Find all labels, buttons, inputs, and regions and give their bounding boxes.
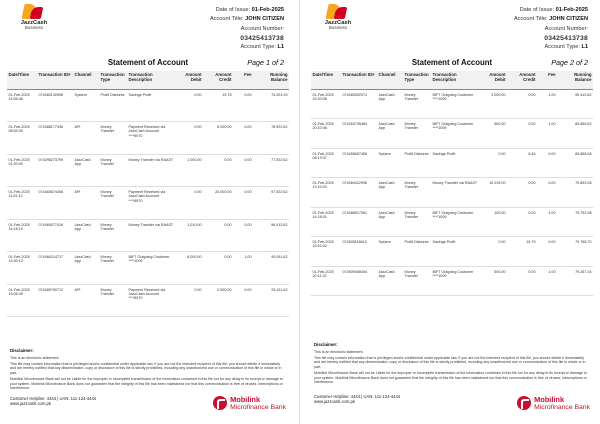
cell-amount-debit: 0.00 [479, 237, 507, 267]
cell-channel: API [73, 187, 99, 220]
cell-channel: JazzCash App [377, 178, 403, 208]
cell-channel: System [377, 237, 403, 267]
column-header-transaction-id: Transaction ID# [341, 71, 377, 89]
cell-running-balance: 90,911.62 [253, 252, 289, 285]
mobilink-bank-icon [517, 396, 531, 410]
cell-amount-debit: 1,000.00 [175, 154, 203, 187]
cell-amount-credit: 0.00 [507, 89, 537, 119]
cell-transaction-type: Money Transfer [99, 219, 127, 252]
cell-transaction-id: 074484214717 [37, 252, 73, 285]
column-header-date-time: Date/Time [311, 71, 341, 89]
bank-logo [517, 396, 590, 411]
column-header-amount-credit: Amount Credit [507, 71, 537, 89]
statement-title: Statement of Account [411, 58, 493, 67]
website-link[interactable]: www.jazzcash.com.pk [10, 401, 51, 407]
cell-amount-debit: 0.00 [479, 148, 507, 178]
cell-channel: API [73, 284, 99, 317]
helpline: Customer Helpline: 4444 | UAN: 111-124-4444 [10, 396, 97, 401]
disclaimer [314, 342, 590, 387]
cell-amount-debit: 0.00 [175, 89, 203, 122]
cell-amount-debit: 3,000.00 [479, 89, 507, 119]
cell-transaction-type: Money Transfer [403, 266, 431, 296]
cell-running-balance: 77,922.62 [253, 154, 289, 187]
jazzcash-logo [318, 4, 358, 31]
cell-description: Money Transfer via RAAST [127, 219, 175, 252]
cell-description: Payment Received via JazzCash Account ****8970 [127, 284, 175, 317]
cell-fee: 0.00 [537, 237, 557, 267]
statement-page-2 [306, 0, 598, 424]
cell-transaction-id: 074489790712 [37, 284, 73, 317]
cell-amount-debit: 0.00 [175, 187, 203, 220]
cell-fee: 0.00 [233, 89, 253, 122]
cell-transaction-type: Money Transfer [99, 252, 127, 285]
column-header-description: Transaction Description [431, 71, 479, 89]
logo-name: JazzCash [324, 20, 352, 26]
disclaimer [10, 348, 286, 393]
cell-date-time: 01-Feb-2025 20:11:22 [311, 266, 341, 296]
cell-amount-credit: 0.00 [203, 154, 233, 187]
cell-fee: 0.00 [233, 122, 253, 155]
column-header-fee: Fee [233, 71, 253, 89]
cell-transaction-id: 074509458454 [341, 266, 377, 296]
cell-amount-credit: 0.00 [203, 219, 233, 252]
cell-amount-debit: 550.00 [479, 119, 507, 149]
column-header-amount-debit: Amount Debit [175, 71, 203, 89]
cell-date-time: 01-Feb-2025 01:20:09 [7, 154, 37, 187]
cell-amount-debit: 500.00 [479, 266, 507, 296]
table-row [311, 89, 593, 119]
cell-date-time: 01-Feb-2025 08:54:05 [7, 122, 37, 155]
column-header-transaction-id: Transaction ID# [37, 71, 73, 89]
page-number: Page 1 of 2 [247, 58, 284, 67]
cell-amount-credit: 8.46 [507, 148, 537, 178]
cell-channel: System [377, 148, 403, 178]
website-link[interactable]: www.jazzcash.com.pk [314, 399, 355, 405]
cell-fee: 1.00 [537, 266, 557, 296]
table-body [7, 89, 289, 317]
table-row [311, 237, 593, 267]
cell-transaction-type: Money Transfer [403, 89, 431, 119]
cell-transaction-id: 074483140998 [37, 89, 73, 122]
cell-channel: JazzCash App [73, 219, 99, 252]
cell-date-time: 01-Feb-2025 15:06:49 [7, 284, 37, 317]
logo-sub: Business [24, 25, 44, 31]
disclaimer-text-2: This file may contain information that is privileged and/or confidential under applicable law. If you are not the intended recipient of this file, you should delete it immediately and are hereby notified that any dissemination, copy or disclosure of this file is strictly prohibited, including any unauthorized use or communication of this file in whole or in part. [314, 355, 586, 369]
cell-running-balance: 74,924.93 [253, 89, 289, 122]
bank-logo [213, 396, 286, 411]
cell-amount-credit: 0.00 [507, 119, 537, 149]
table-body [311, 89, 593, 296]
cell-description: Money Transfer via RAAST [127, 154, 175, 187]
table-row [311, 148, 593, 178]
cell-channel: JazzCash App [377, 266, 403, 296]
cell-channel: JazzCash App [377, 89, 403, 119]
cell-fee: 0.00 [537, 178, 557, 208]
cell-date-time: 01-Feb-2025 11:51:12 [7, 187, 37, 220]
cell-transaction-id: 074483092074 [341, 89, 377, 119]
cell-fee: 0.00 [537, 148, 557, 178]
cell-transaction-type: Profit Disburse [403, 148, 431, 178]
cell-running-balance: 93,411.62 [253, 284, 289, 317]
cell-description: Payment Received via JazzCash Account ****8970 [127, 187, 175, 220]
cell-channel: JazzCash App [377, 119, 403, 149]
table-row [7, 219, 289, 252]
cell-transaction-id: 074505116610 [341, 237, 377, 267]
cell-amount-credit: 6,000.00 [203, 122, 233, 155]
logo-sub: Business [328, 25, 348, 31]
cell-running-balance: 79,752.08 [557, 207, 593, 237]
cell-transaction-type: Profit Disburse [403, 237, 431, 267]
cell-transaction-id: 074468917561 [341, 207, 377, 237]
table-row [7, 154, 289, 187]
disclaimer-heading: Disclaimer: [10, 348, 34, 353]
table-row [7, 252, 289, 285]
cell-running-balance: 79,267.34 [557, 266, 593, 296]
account-number-value: 03425413738 [240, 35, 284, 42]
cell-transaction-id: 074455657456 [341, 148, 377, 178]
column-header-channel: Channel [377, 71, 403, 89]
cell-date-time: 01-Feb-2025 15:05:48 [7, 89, 37, 122]
bank-name-line2: Microfinance Bank [534, 403, 590, 411]
column-header-date-time: Date/Time [7, 71, 37, 89]
column-header-channel: Channel [73, 71, 99, 89]
mobilink-bank-icon [213, 396, 227, 410]
cell-date-time: 01-Feb-2025 15:10:02 [311, 237, 341, 267]
cell-running-balance: 79,853.08 [557, 178, 593, 208]
logo-name: JazzCash [20, 20, 48, 26]
cell-amount-credit: 0.00 [507, 207, 537, 237]
cell-date-time: 01-Feb-2025 15:40:13 [7, 252, 37, 285]
jazzcash-logo-icon [23, 4, 45, 20]
table-row [7, 122, 289, 155]
cell-transaction-type: Money Transfer [403, 178, 431, 208]
cell-channel: JazzCash App [73, 154, 99, 187]
cell-transaction-type: Money Transfer [403, 207, 431, 237]
disclaimer-text-3: Mobilink Microfinance Bank will not be Liable for the improper or incomplete transmission of the information contained in this file nor for any delay in its receipt or damage to your system. Mobilink Microfinance Bank does not guarantee that the integrity of this file has been maintained nor that this communication is free of viruses, interceptions or interference. [10, 377, 283, 391]
bank-name-line2: Microfinance Bank [230, 403, 286, 411]
cell-amount-credit: 16.79 [507, 237, 537, 267]
cell-amount-debit: 0.00 [175, 284, 203, 317]
column-header-transaction-type: Transaction Type [403, 71, 431, 89]
cell-channel: JazzCash App [73, 252, 99, 285]
column-header-fee: Fee [537, 71, 557, 89]
cell-fee: 1.00 [537, 207, 557, 237]
cell-amount-credit: 0.00 [507, 266, 537, 296]
cell-description: Money Transfer via RAAST [431, 178, 479, 208]
cell-channel: JazzCash App [377, 207, 403, 237]
table-row [7, 284, 289, 317]
cell-transaction-type: Money Transfer [99, 284, 127, 317]
date-of-issue: Date of Issue: 01-Feb-2025 [519, 7, 588, 13]
cell-date-time: 01-Feb-2025 15:20:08 [311, 89, 341, 119]
account-type: Account Type: L1 [544, 44, 588, 50]
disclaimer-text-1: This is an electronic statement. [10, 355, 60, 360]
disclaimer-heading: Disclaimer: [314, 342, 338, 347]
statement-title: Statement of Account [107, 58, 189, 67]
cell-running-balance: 96,912.62 [253, 219, 289, 252]
transactions-table [7, 71, 289, 317]
table-row [311, 178, 593, 208]
account-number-label: Account Number: [240, 26, 284, 32]
cell-amount-debit: 1,010.00 [175, 219, 203, 252]
cell-transaction-type: Money Transfer [403, 119, 431, 149]
cell-description: IBFT Outgoing Customer ****1009 [431, 89, 479, 119]
cell-amount-credit: 0.00 [203, 252, 233, 285]
cell-description: Savings Profit [431, 148, 479, 178]
transactions-table [311, 71, 593, 296]
statement-page-1 [2, 0, 294, 424]
cell-channel: System [73, 89, 99, 122]
cell-transaction-id: 074464412996 [341, 178, 377, 208]
cell-running-balance: 78,922.62 [253, 122, 289, 155]
helpline: Customer Helpline: 4444 | UAN: 111-124-4444 [314, 394, 401, 399]
cell-running-balance: 97,922.62 [253, 187, 289, 220]
disclaimer-text-3: Mobilink Microfinance Bank will not be Liable for the improper or incomplete transmission of the information contained in this file nor for any delay in its receipt or damage to your system. Mobilink Microfinance Bank does not guarantee that the integrity of this file has been maintained nor that this communication is free of viruses, interceptions or interference. [314, 371, 587, 385]
column-header-running-balance: Running Balance [557, 71, 593, 89]
cell-amount-debit: 100.00 [479, 207, 507, 237]
cell-running-balance: 89,859.62 [557, 119, 593, 149]
cell-description: IBFT Outgoing Customer ****1009 [431, 207, 479, 237]
cell-transaction-id: 074483674408 [37, 187, 73, 220]
page-divider [299, 0, 300, 424]
cell-transaction-type: Money Transfer [99, 187, 127, 220]
cell-description: IBFT Outgoing Customer ****1009 [431, 119, 479, 149]
table-row [7, 187, 289, 220]
cell-date-time: 01-Feb-2025 08:19:07 [311, 148, 341, 178]
cell-amount-credit: 15.78 [203, 89, 233, 122]
table-header-row [311, 71, 593, 89]
disclaimer-text-2: This file may contain information that is privileged and/or confidential under applicable law. If you are not the intended recipient of this file, you should delete it immediately and are hereby notified that any dissemination, copy or disclosure of this file is strictly prohibited, including any unauthorized use or communication of this file in whole or in part. [10, 361, 282, 375]
cell-date-time: 01-Feb-2025 20:10:08 [311, 119, 341, 149]
cell-fee: 1.00 [537, 119, 557, 149]
cell-amount-debit: 0.00 [175, 122, 203, 155]
cell-description: Payment Received via JazzCash Account ****8970 [127, 122, 175, 155]
cell-fee: 1.00 [537, 89, 557, 119]
cell-transaction-type: Money Transfer [99, 122, 127, 155]
cell-transaction-id: 074484077416 [37, 219, 73, 252]
cell-amount-credit: 0.00 [507, 178, 537, 208]
account-title: Account Title: JOHN CITIZEN [209, 16, 284, 22]
jazzcash-logo [14, 4, 54, 31]
bank-name-line1: Mobilink [230, 395, 261, 404]
account-number-value: 03425413738 [544, 35, 588, 42]
cell-channel: API [73, 122, 99, 155]
cell-transaction-id: 074453795484 [341, 119, 377, 149]
account-number-label: Account Number: [544, 26, 588, 32]
column-header-transaction-type: Transaction Type [99, 71, 127, 89]
cell-date-time: 01-Feb-2025 13:10:20 [311, 178, 341, 208]
cell-date-time: 01-Feb-2025 14:18:19 [7, 219, 37, 252]
cell-description: IBFT Outgoing Customer ****1009 [127, 252, 175, 285]
cell-description: IBFT Outgoing Customer ****1009 [431, 266, 479, 296]
column-header-description: Transaction Description [127, 71, 175, 89]
cell-transaction-type: Profit Disburse [99, 89, 127, 122]
table-header-row [7, 71, 289, 89]
column-header-amount-debit: Amount Debit [479, 71, 507, 89]
date-of-issue: Date of Issue: 01-Feb-2025 [215, 7, 284, 13]
cell-running-balance: 89,868.08 [557, 148, 593, 178]
cell-amount-debit: 6,000.00 [175, 252, 203, 285]
cell-amount-credit: 20,000.00 [203, 187, 233, 220]
cell-running-balance: 90,410.62 [557, 89, 593, 119]
contact-info [10, 396, 96, 407]
account-type: Account Type: L1 [240, 44, 284, 50]
cell-fee: 0.00 [233, 219, 253, 252]
contact-info [314, 394, 400, 405]
cell-fee: 0.00 [233, 284, 253, 317]
cell-description: Savings Profit [431, 237, 479, 267]
account-title: Account Title: JOHN CITIZEN [513, 16, 588, 22]
jazzcash-logo-icon [327, 4, 349, 20]
bank-name-line1: Mobilink [534, 395, 565, 404]
cell-fee: 0.00 [233, 154, 253, 187]
cell-running-balance: 79,768.70 [557, 237, 593, 267]
disclaimer-text-1: This is an electronic statement. [314, 349, 364, 354]
cell-amount-credit: 2,500.00 [203, 284, 233, 317]
cell-transaction-type: Money Transfer [99, 154, 127, 187]
table-row [7, 89, 289, 122]
page-number: Page 2 of 2 [551, 58, 588, 67]
table-row [311, 119, 593, 149]
table-row [311, 266, 593, 296]
cell-description: Savings Profit [127, 89, 175, 122]
cell-transaction-id: 074388177436 [37, 122, 73, 155]
cell-transaction-id: 074298273799 [37, 154, 73, 187]
cell-fee: 0.00 [233, 187, 253, 220]
column-header-amount-credit: Amount Credit [203, 71, 233, 89]
cell-date-time: 01-Feb-2025 14:18:01 [311, 207, 341, 237]
cell-fee: 1.00 [233, 252, 253, 285]
table-row [311, 207, 593, 237]
cell-amount-debit: 10,015.00 [479, 178, 507, 208]
column-header-running-balance: Running Balance [253, 71, 289, 89]
